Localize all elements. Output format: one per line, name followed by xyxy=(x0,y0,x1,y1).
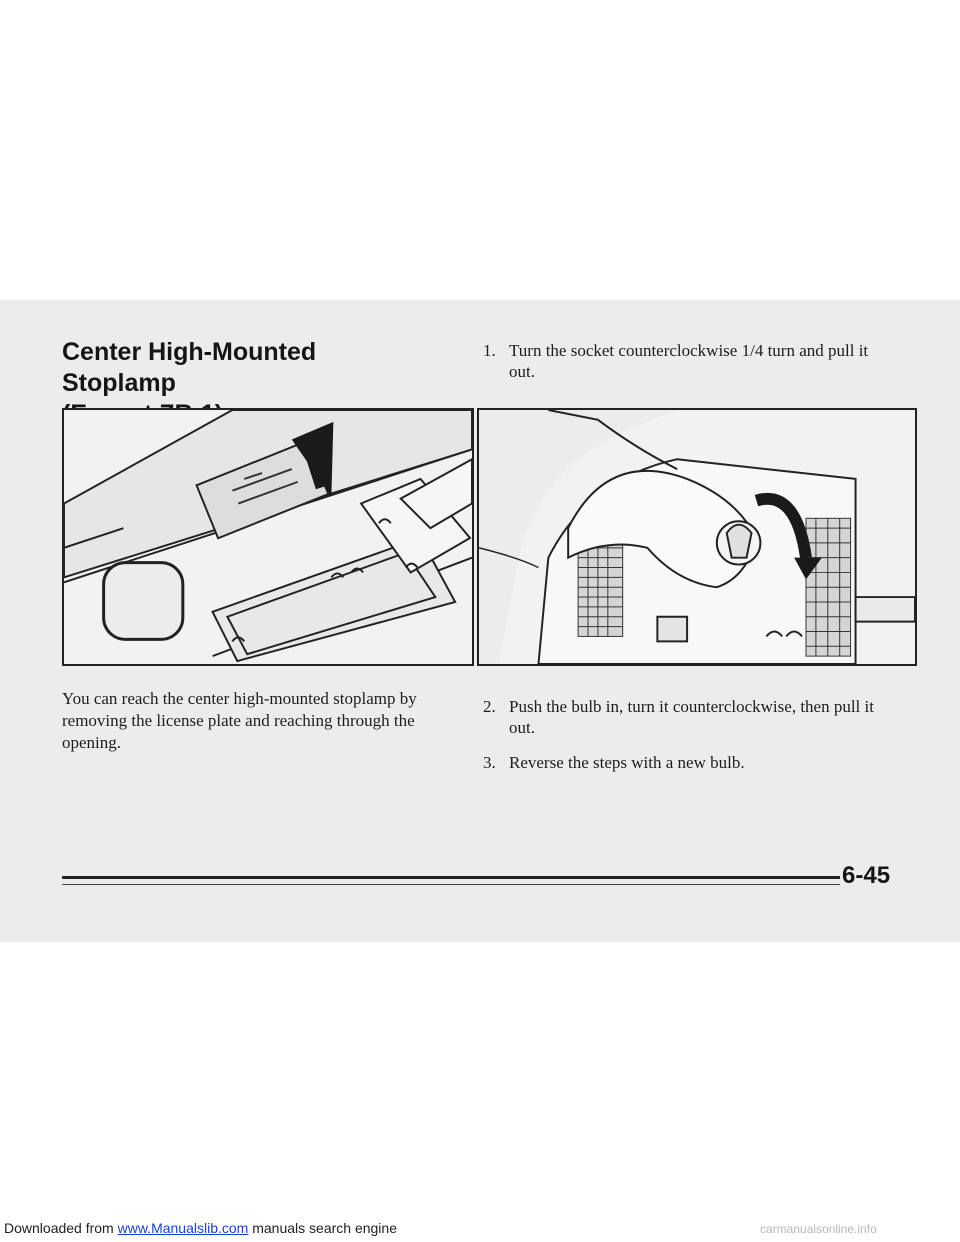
footer-rule xyxy=(62,876,840,879)
step-text: Push the bulb in, turn it counterclockwise, then pull it out. xyxy=(509,697,874,737)
step-1 xyxy=(483,340,883,382)
footer-suffix: manuals search engine xyxy=(248,1220,397,1236)
step-number: 1. xyxy=(483,341,496,360)
step-number: 3. xyxy=(483,753,496,772)
manualslib-link[interactable]: www.Manualslib.com xyxy=(117,1220,249,1236)
stoplamp-access-illustration xyxy=(62,408,474,666)
title-line-1: Center High-Mounted Stoplamp xyxy=(62,338,317,397)
page-number: 6-45 xyxy=(842,862,891,889)
socket-removal-illustration xyxy=(477,408,917,666)
step-number: 2. xyxy=(483,697,496,716)
footer-prefix: Downloaded from xyxy=(4,1220,118,1236)
step-text: Reverse the steps with a new bulb. xyxy=(509,753,745,772)
step-text: Turn the socket counterclockwise 1/4 turn and pull it out. xyxy=(509,341,869,381)
step-3 xyxy=(483,752,893,773)
download-footer xyxy=(4,1220,397,1236)
footer-rule-thin xyxy=(62,884,840,885)
access-instructions: You can reach the center high-mounted stoplamp by removing the license plate and reaching through the opening. xyxy=(62,689,417,752)
step-2 xyxy=(483,696,893,738)
watermark: carmanualsonline.info xyxy=(760,1222,877,1236)
